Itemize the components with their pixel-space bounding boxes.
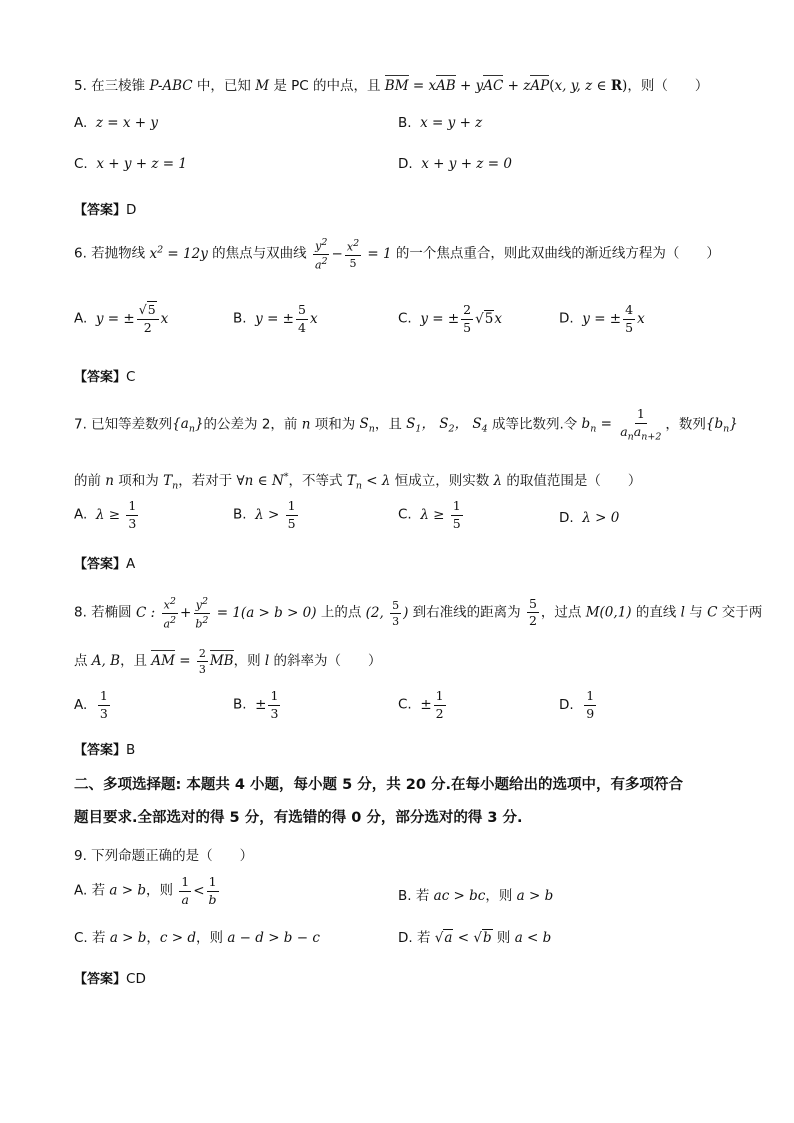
q6-option-d[interactable]: D. y = ± $\frac{4}{5}$ x bbox=[559, 302, 645, 335]
q6-parabola: $x^2 = 12y$ bbox=[149, 244, 208, 262]
q8-stem-line2: 点 A, B，且 AM = $\frac{2}{3}$ MB，则 l 的斜率为（ ） bbox=[74, 647, 382, 676]
q7-option-a[interactable]: A. λ ≥ $\frac{1}{3}$ bbox=[74, 498, 137, 531]
q6-option-a[interactable]: A. y = ± $\frac{√5}{2}$ x bbox=[74, 302, 169, 335]
section2-heading-line1: 二、多项选择题: 本题共 4 小题，每小题 5 分，共 20 分.在每小题给出的选项中，有多项符合 bbox=[74, 777, 683, 793]
q6-stem: 6. 若抛物线 $x^2 = 12y$ 的焦点与双曲线 $\frac{y^2}{a^2}$ − $\frac{x^2}{5}$ = 1 的一个焦点重合，则此双曲线的渐近线方程为（ ） bbox=[74, 237, 720, 272]
q6-hyperbola: $\frac{y^2}{a^2}$ − $\frac{x^2}{5}$ = 1 bbox=[314, 237, 392, 272]
q7-answer: 【答案】A bbox=[74, 556, 136, 572]
q7-option-b[interactable]: B. λ > $\frac{1}{5}$ bbox=[233, 498, 296, 531]
q7-stem-line1: 7. 已知等差数列$\{a_n\}$的公差为 2，前 n 项和为 $S_n$，且 $S_1$， $S_2$， $S_4$ 成等比数列.令 $b_n$ = $\frac{1}{a_na_{n+2}}$ ，数列$\{b_n\}$ bbox=[74, 406, 738, 442]
q5-option-b[interactable]: B. x = y + z bbox=[398, 115, 483, 131]
q5-option-d[interactable]: D. x + y + z = 0 bbox=[398, 156, 512, 172]
section2-heading-line2: 题目要求.全部选对的得 5 分，有选错的得 0 分，部分选对的得 3 分. bbox=[74, 810, 523, 826]
q6-option-b[interactable]: B. y = ± $\frac{5}{4}$ x bbox=[233, 302, 318, 335]
q9-option-d[interactable]: D. 若 √a < √b 则 a < b bbox=[398, 930, 552, 946]
q8-option-c[interactable]: C. ± $\frac{1}{2}$ bbox=[398, 688, 444, 721]
q5-stem: 5. 在三棱锥 P-ABC 中，已知 M 是 PC 的中点，且 BM = xAB + yAC + zAP(x, y, z ∈ R)，则（ ） bbox=[74, 78, 709, 94]
q8-answer: 【答案】B bbox=[74, 742, 136, 758]
q9-option-c[interactable]: C. 若 a > b，c > d，则 a − d > b − c bbox=[74, 930, 320, 946]
q8-option-b[interactable]: B. ± $\frac{1}{3}$ bbox=[233, 688, 279, 721]
q5-option-a[interactable]: A. z = x + y bbox=[74, 115, 159, 131]
q8-option-d[interactable]: D. $\frac{1}{9}$ bbox=[559, 688, 595, 721]
q7-stem-line2: 的前 n 项和为 $T_n$，若对于 ∀n ∈ N*，不等式 $T_n < \lambda$ 恒成立，则实数 λ 的取值范围是（ ） bbox=[74, 471, 642, 492]
q5-option-c[interactable]: C. x + y + z = 1 bbox=[74, 156, 187, 172]
q9-option-b[interactable]: B. 若 ac > bc，则 a > b bbox=[398, 888, 554, 904]
q6-answer: 【答案】C bbox=[74, 369, 136, 385]
q7-option-c[interactable]: C. λ ≥ $\frac{1}{5}$ bbox=[398, 498, 461, 531]
q8-stem-line1: 8. 若椭圆 C : $\frac{x^2}{a^2}$ + $\frac{y^2}{b^2}$ = 1(a > b > 0) 上的点 (2, $\frac{5}{3}$ ) 到右准线的距离为 $\frac{5}{2}$ ，过点 M(0,1) 的直线 l 与 C 交于两 bbox=[74, 595, 763, 631]
q7-option-d[interactable]: D. λ > 0 bbox=[559, 510, 620, 526]
q8-option-a[interactable]: A. $\frac{1}{3}$ bbox=[74, 688, 108, 721]
q9-stem: 9. 下列命题正确的是（ ） bbox=[74, 848, 254, 864]
q5-answer: 【答案】D bbox=[74, 202, 137, 218]
q6-option-c[interactable]: C. y = ± $\frac{2}{5}$ √5x bbox=[398, 302, 502, 335]
q5-vector-equation: BM = xAB + yAC + zAP(x, y, z ∈ R) bbox=[384, 78, 628, 94]
q9-answer: 【答案】CD bbox=[74, 971, 146, 987]
q9-option-a[interactable]: A. 若 a > b，则 $\frac{1}{a}$ < $\frac{1}{b}$ bbox=[74, 874, 217, 907]
